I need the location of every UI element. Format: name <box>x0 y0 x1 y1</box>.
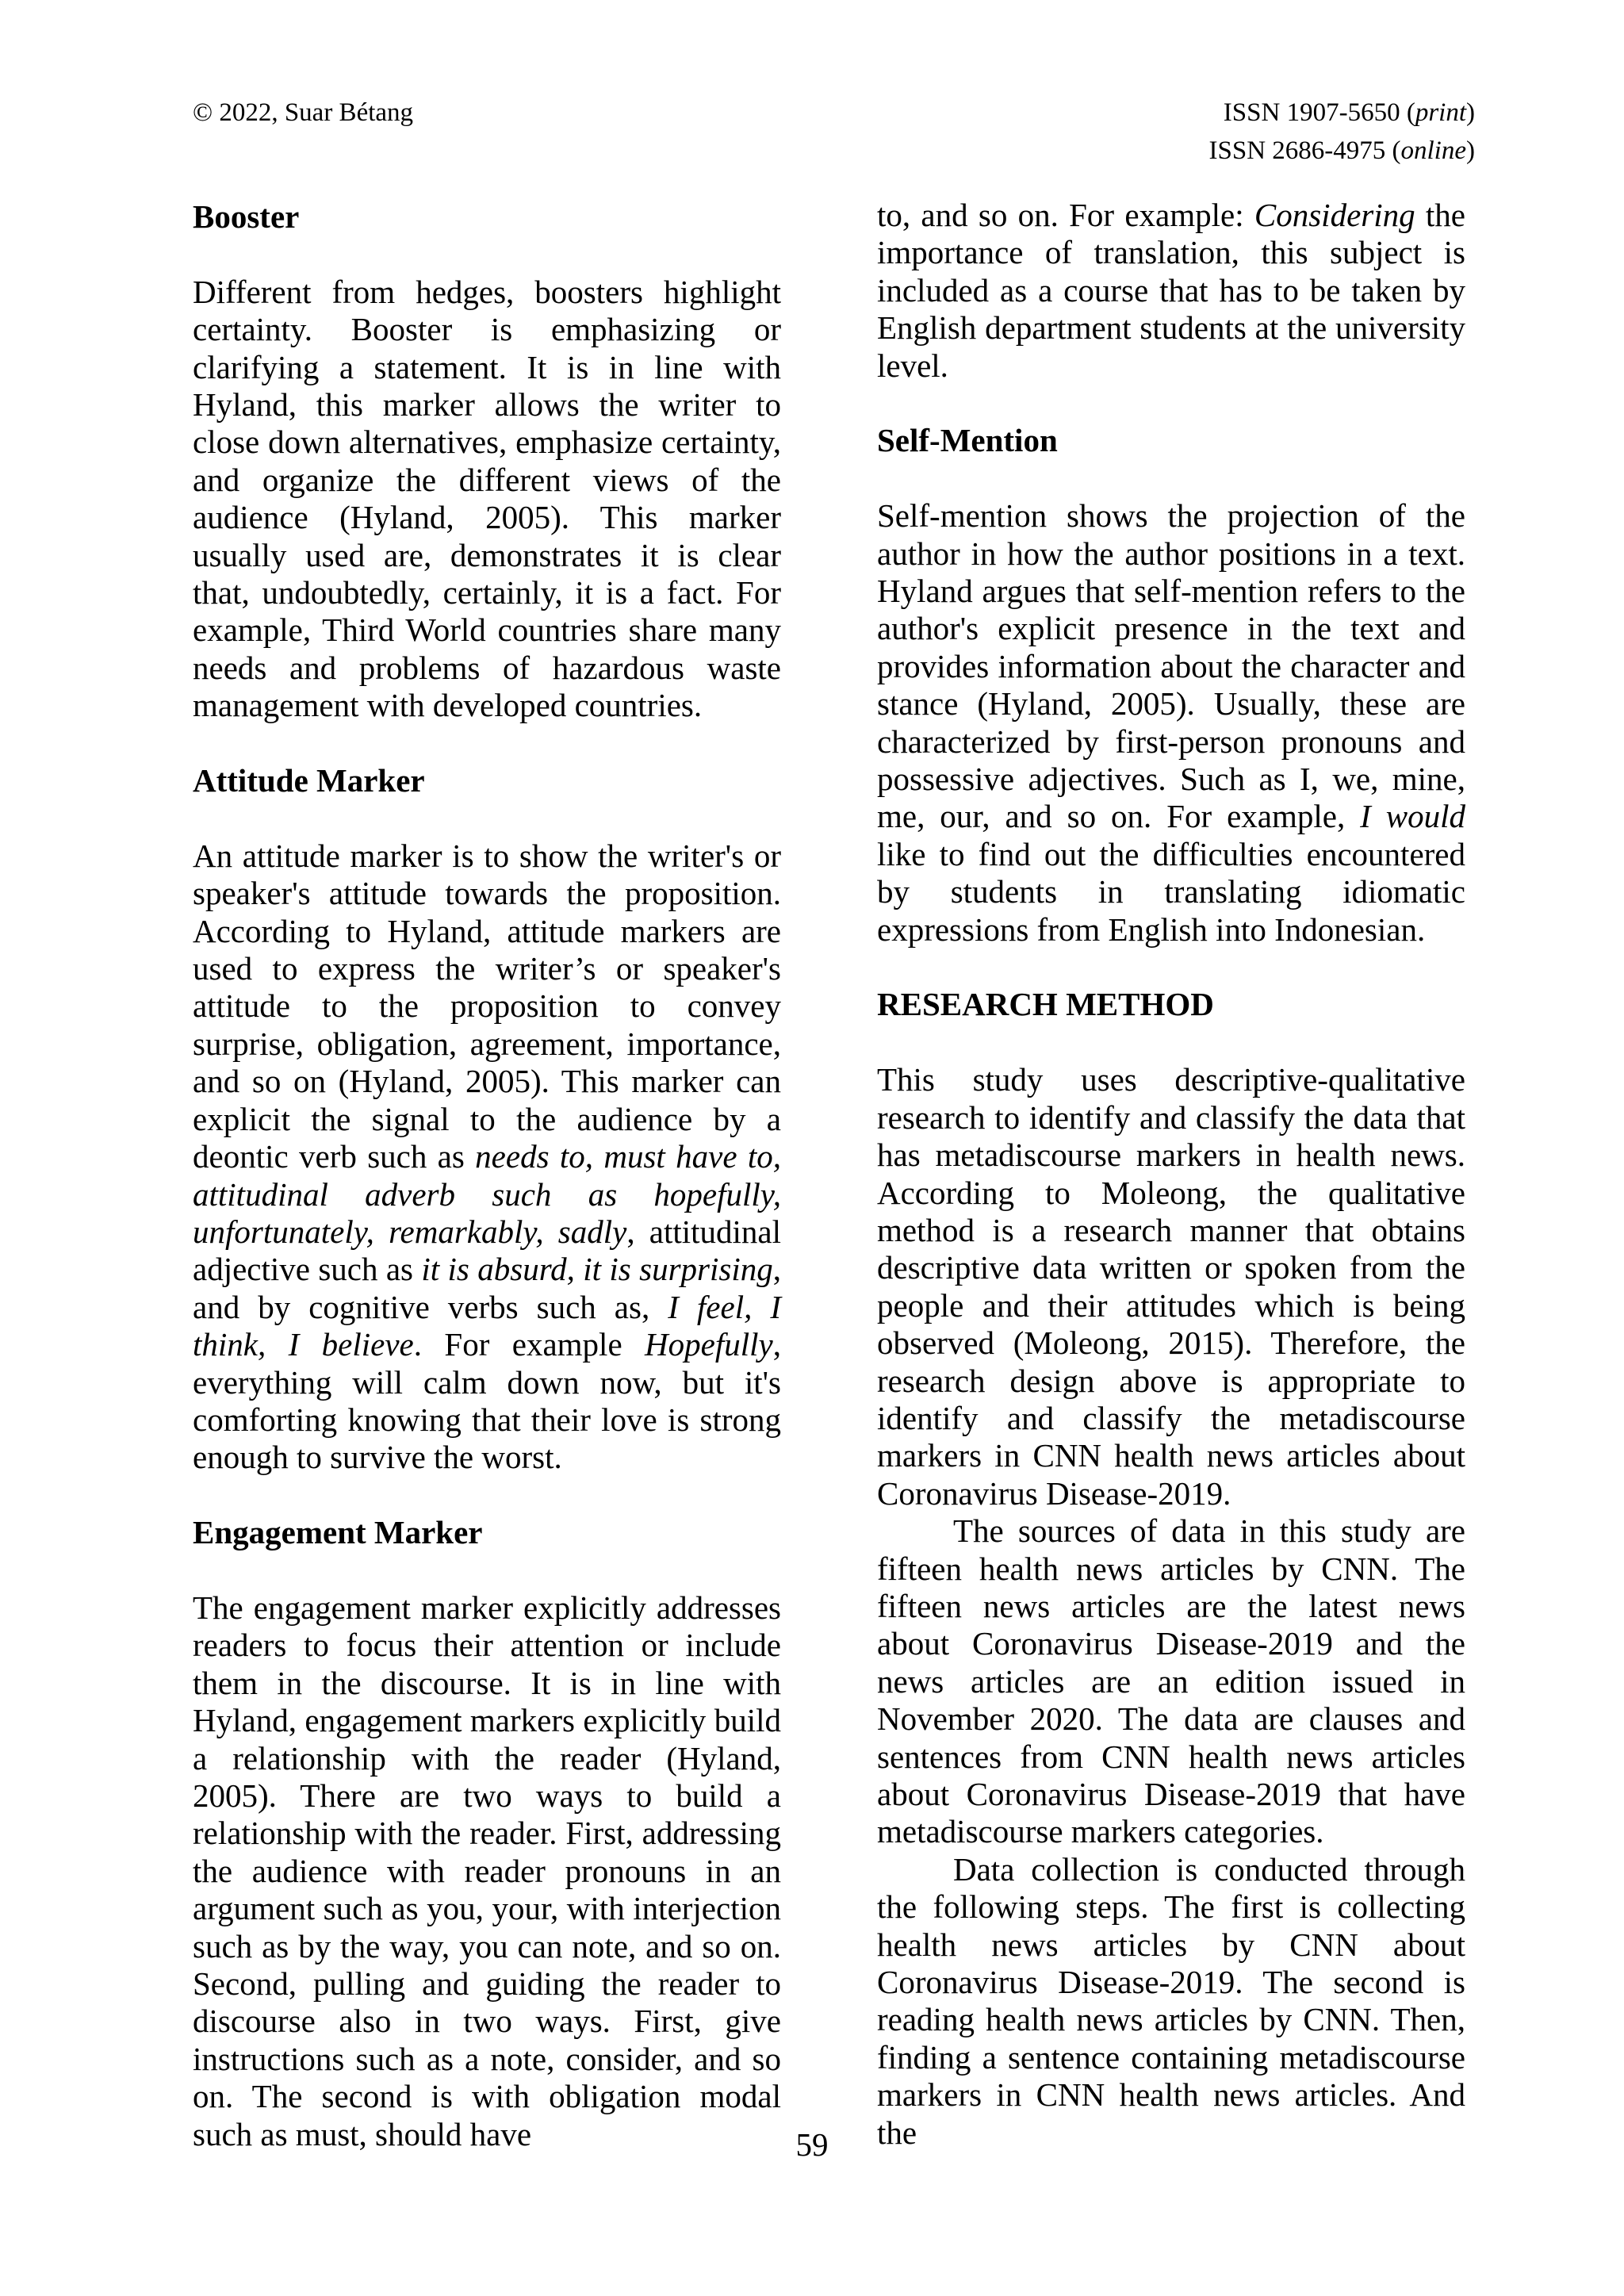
booster-paragraph: Different from hedges, boosters highlight certainty. Booster is emphasizing or clarifying a statement. It is in line with Hyland, this marker allows the writer to close down alternatives, emphasize certainty, and organize the different views of the audience (Hyland, 2005). This marker usually used are, demonstrates it is clear that, undoubtedly, certainly, it is a fact. For example, Third World countries share many needs and problems of hazardous waste management with developed countries. <box>193 273 781 724</box>
page-number: 59 <box>795 2126 829 2163</box>
research-method-paragraph-3: Data collection is conducted through the following steps. The first is collecting health news articles by CNN about Coronavirus Disease-2019. The second is reading health news articles by CNN. Then, finding a sentence containing metadiscourse markers in CNN health news articles. And the <box>877 1850 1465 2151</box>
attitude-marker-paragraph: An attitude marker is to show the writer's or speaker's attitude towards the proposition. According to Hyland, attitude markers are used to express the writer’s or speaker's attitude to the proposition to convey surprise, obligation, agreement, importance, and so on (Hyland, 2005). This marker can explicit the signal to the audience by a deontic verb such as needs to, must have to, attitudinal adverb such as hopefully, unfortunately, remarkably, sadly, attitudinal adjective such as it is absurd, it is surprising, and by cognitive verbs such as, I feel, I think, I believe. For example Hopefully, everything will calm down now, but it's comforting knowing that their love is strong enough to survive the worst. <box>193 837 781 1476</box>
self-mention-paragraph: Self-mention shows the projection of the author in how the author positions in a text. Hyland argues that self-mention refers to the author's explicit presence in the text and provides information about the character and stance (Hyland, 2005). Usually, these are characterized by first-person pronouns and possessive adjectives. Such as I, we, mine, me, our, and so on. For example, I would like to find out the difficulties encountered by students in translating idiomatic expressions from English into Indonesian. <box>877 497 1465 948</box>
engagement-continuation-paragraph: to, and so on. For example: Considering the importance of translation, this subject is included as a course that has to be taken by English department students at the university level. <box>877 197 1465 384</box>
issn-block <box>1209 94 1476 170</box>
issn-print: ISSN 1907-5650 (print) <box>1223 98 1475 127</box>
journal-copyright: © 2022, Suar Bétang <box>193 98 414 127</box>
engagement-marker-paragraph: The engagement marker explicitly addresses readers to focus their attention or include them in the discourse. It is in line with Hyland, engagement markers explicitly build a relationship with the reader (Hyland, 2005). There are two ways to build a relationship with the reader. First, addressing the audience with reader pronouns in an argument such as you, your, with interjection such as by the way, you can note, and so on. Second, pulling and guiding the reader to discourse also in two ways. First, give instructions such as a note, consider, and so on. The second is with obligation modal such as must, should have <box>193 1589 781 2152</box>
issn-online: ISSN 2686-4975 (online) <box>1208 136 1475 165</box>
section-heading-attitude-marker: Attitude Marker <box>193 762 425 799</box>
research-method-paragraph-2: The sources of data in this study are fifteen health news articles by CNN. The fifteen news articles are the latest news about Coronavirus Disease-2019 and the news articles are an edition issued in November 2020. The data are clauses and sentences from CNN health news articles about Coronavirus Disease-2019 that have metadiscourse markers categories. <box>877 1512 1465 1850</box>
right-column <box>877 197 1465 2152</box>
left-column <box>193 198 781 2153</box>
section-heading-engagement-marker: Engagement Marker <box>193 1514 483 1551</box>
section-heading-research-method: RESEARCH METHOD <box>877 986 1214 1023</box>
research-method-paragraph-1: This study uses descriptive-qualitative research to identify and classify the data that has metadiscourse markers in health news. According to Moleong, the qualitative method is a research manner that obtains descriptive data written or spoken from the people and their attitudes which is being observed (Moleong, 2015). Therefore, the research design above is appropriate to identify and classify the metadiscourse markers in CNN health news articles about Coronavirus Disease-2019. <box>877 1061 1465 1512</box>
section-heading-self-mention: Self-Mention <box>877 422 1058 459</box>
section-heading-booster: Booster <box>193 198 300 235</box>
